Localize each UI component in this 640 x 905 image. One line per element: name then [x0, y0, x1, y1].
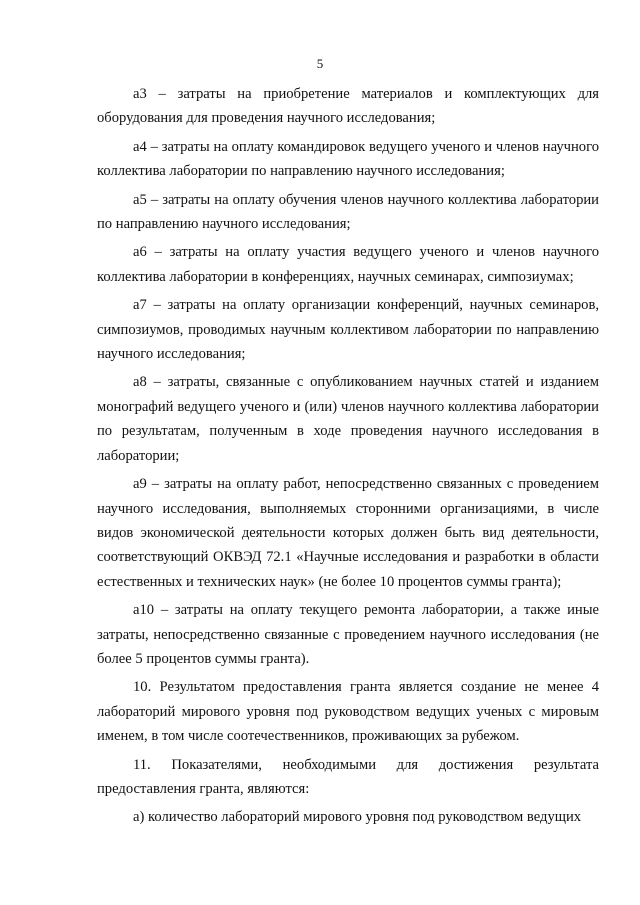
paragraph-11a: а) количество лабораторий мирового уровня под руководством ведущих [133, 809, 582, 826]
document-body [97, 82, 599, 834]
paragraph-10: 10. Результатом предоставления гранта является создание не менее 4 лабораторий мирового уровня под руководством ведущих ученых с мировым именем, в том числе соотечественников, проживающих за рубежом. [97, 679, 599, 745]
paragraph-a8: а8 – затраты, связанные с опубликованием научных статей и изданием монографий ведущего ученого и (или) членов научного коллектива лаборатории по результатам, полученным в ходе проведения научного исследования в лаборатории; [97, 374, 599, 464]
paragraph-a3: а3 – затраты на приобретение материалов и комплектующих для оборудования для проведения научного исследования; [97, 86, 599, 127]
paragraph-a9: а9 – затраты на оплату работ, непосредственно связанных с проведением научного исследования, выполняемых сторонними организациями, в числе видов экономической деятельности которых должен быть вид деятельности, соответствующий ОКВЭД 72.1 «Научные исследования и разработки в области естественных и технических наук» (не более 10 процентов суммы гранта); [97, 476, 599, 590]
paragraph-a6: а6 – затраты на оплату участия ведущего ученого и членов научного коллектива лаборатории в конференциях, научных семинарах, симпозиумах; [97, 244, 599, 285]
page-number: 5 [316, 56, 324, 71]
paragraph-11: 11. Показателями, необходимыми для достижения результата предоставления гранта, являются: [97, 756, 599, 797]
paragraph-a10: а10 – затраты на оплату текущего ремонта лаборатории, а также иные затраты, непосредственно связанные с проведением научного исследования (не более 5 процентов суммы гранта). [97, 602, 599, 667]
paragraph-a5: а5 – затраты на оплату обучения членов научного коллектива лаборатории по направлению научного исследования; [97, 191, 599, 233]
paragraph-a7: а7 – затраты на оплату организации конференций, научных семинаров, симпозиумов, проводимых научным коллективом лаборатории по направлению научного исследования; [97, 297, 599, 363]
paragraph-a4: а4 – затраты на оплату командировок ведущего ученого и членов научного коллектива лаборатории по направлению научного исследования; [97, 138, 599, 180]
